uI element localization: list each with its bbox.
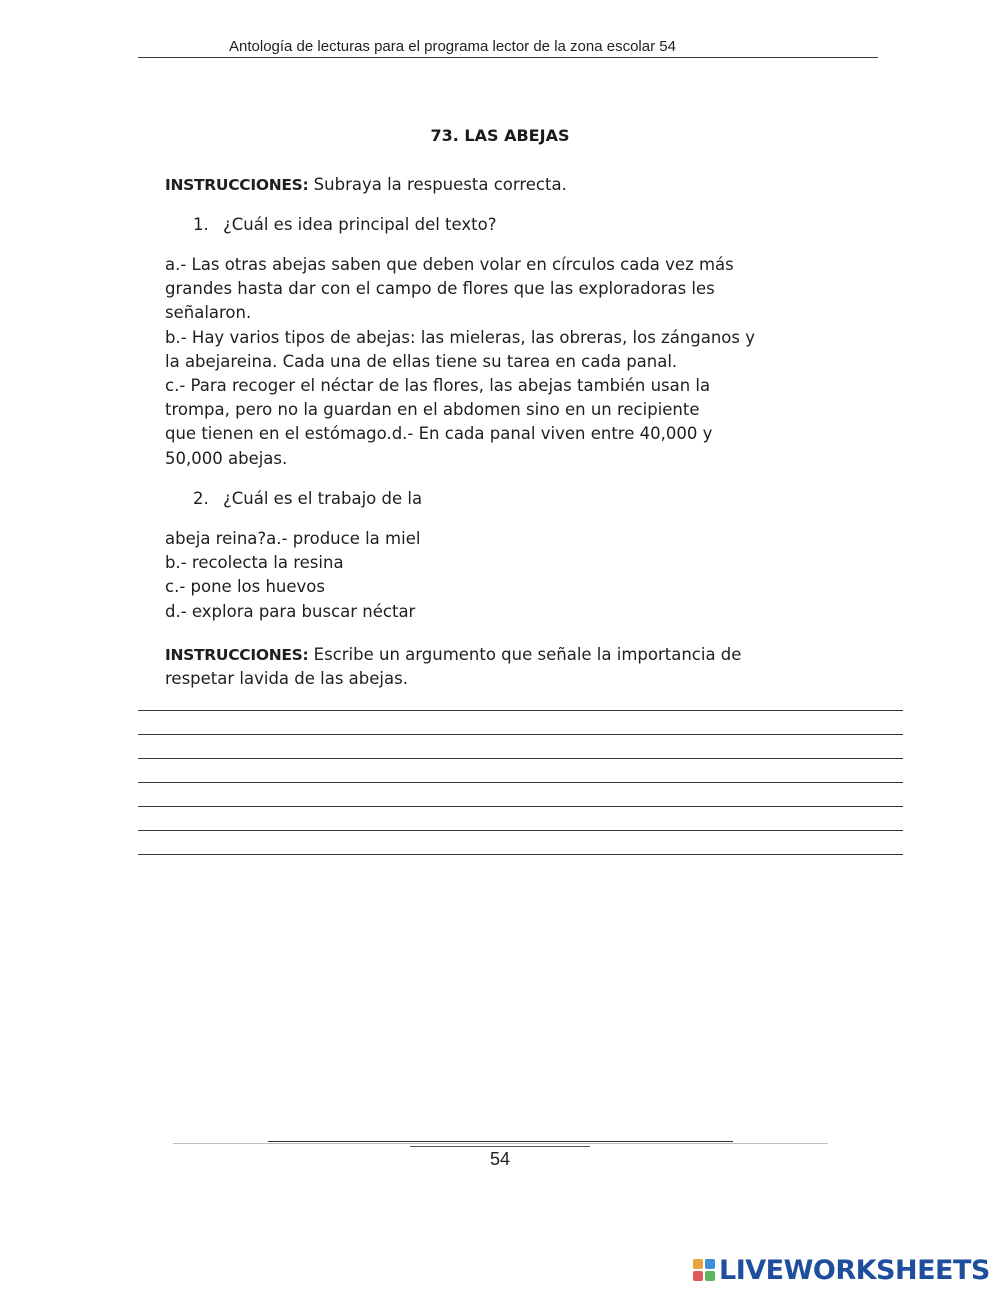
text-line[interactable]: c.- Para recoger el néctar de las flores, las abejas también usan la [165, 376, 711, 396]
text-line[interactable]: 50,000 abejas. [165, 448, 288, 468]
footer-rule [268, 1141, 733, 1142]
instructions-2 [165, 643, 805, 691]
text-line[interactable]: abeja reina?a.- produce la miel [165, 529, 421, 548]
question-2-options [165, 527, 805, 624]
answer-line[interactable] [138, 854, 903, 878]
question-1-text: ¿Cuál es idea principal del texto? [223, 215, 497, 234]
footer-rule [410, 1146, 590, 1147]
text-line[interactable]: la abejareina. Cada una de ellas tiene su tarea en cada panal. [165, 351, 678, 371]
logo-square [693, 1271, 703, 1281]
answer-lines[interactable] [138, 710, 903, 878]
answer-line[interactable] [138, 830, 903, 854]
text-line[interactable]: señalaron. [165, 303, 252, 323]
instructions-1-text: Subraya la respuesta correcta. [308, 175, 567, 194]
question-1-number: 1. [193, 215, 209, 234]
text-line[interactable]: grandes hasta dar con el campo de flores que las exploradoras les [165, 279, 715, 299]
question-1-options [165, 253, 798, 471]
liveworksheets-logo-icon [693, 1259, 715, 1281]
question-2-text: ¿Cuál es el trabajo de la [223, 489, 423, 508]
liveworksheets-logo-text: LIVEWORKSHEETS [719, 1254, 990, 1286]
text-line[interactable]: b.- Hay varios tipos de abejas: las mieleras, las obreras, los zánganos y [165, 327, 756, 347]
question-1 [193, 213, 833, 237]
answer-line[interactable] [138, 734, 903, 758]
page-number: 54 [489, 1149, 511, 1169]
text-line[interactable]: que tienen en el estómago.d.- En cada panal viven entre 40,000 y [165, 424, 713, 444]
liveworksheets-logo[interactable] [693, 1253, 990, 1287]
instructions-2-text: Escribe un argumento que señale la importancia de respetar lavida de las abejas. [165, 645, 742, 689]
instructions-1 [165, 173, 805, 197]
header-rule [138, 57, 878, 58]
question-2 [193, 487, 833, 511]
instructions-2-label: INSTRUCCIONES: [165, 646, 309, 664]
answer-line[interactable] [138, 806, 903, 830]
text-line[interactable]: a.- Las otras abejas saben que deben volar en círculos cada vez más [165, 255, 734, 274]
text-line[interactable]: d.- explora para buscar néctar [165, 601, 416, 621]
text-line[interactable]: trompa, pero no la guardan en el abdomen sino en un recipiente [165, 400, 700, 420]
footer-rule [173, 1143, 828, 1144]
text-line[interactable]: c.- pone los huevos [165, 577, 325, 597]
running-header: Antología de lecturas para el programa lector de la zona escolar 54 [229, 38, 676, 55]
answer-line[interactable] [138, 782, 903, 806]
instructions-1-label: INSTRUCCIONES: [165, 176, 309, 194]
logo-square [705, 1271, 715, 1281]
answer-line[interactable] [138, 710, 903, 734]
page-title: 73. LAS ABEJAS [430, 126, 570, 145]
logo-square [705, 1259, 715, 1269]
text-line[interactable]: b.- recolecta la resina [165, 553, 344, 573]
answer-line[interactable] [138, 758, 903, 782]
question-2-number: 2. [193, 489, 209, 508]
logo-square [693, 1259, 703, 1269]
